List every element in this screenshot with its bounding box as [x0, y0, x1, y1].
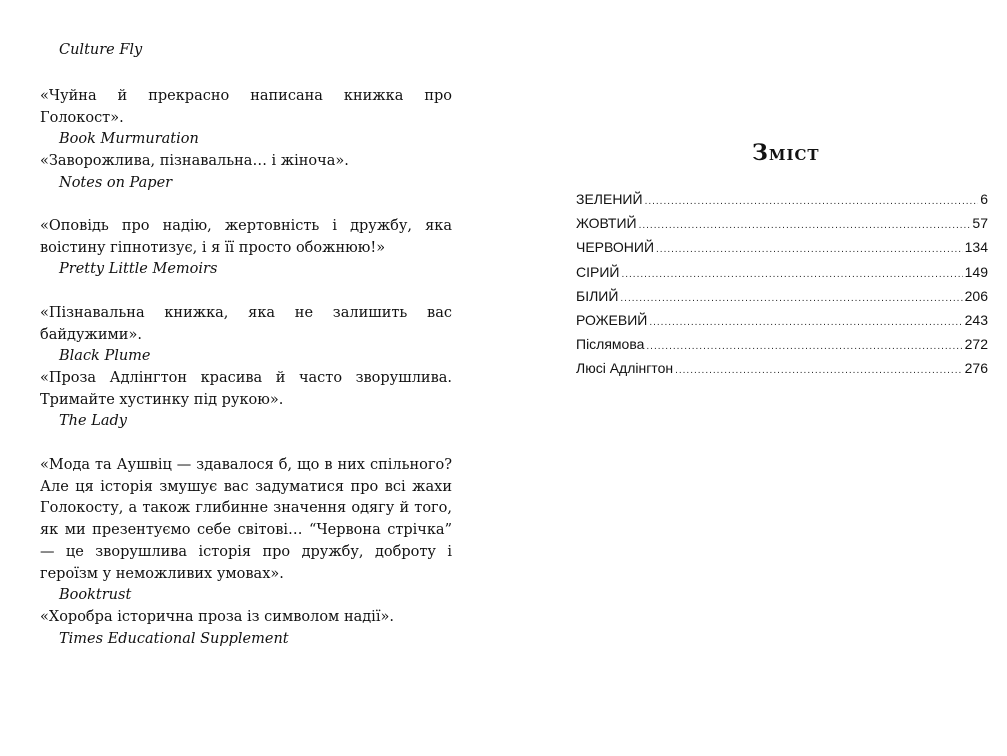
toc-leader-dots	[621, 263, 962, 287]
quote-block	[40, 607, 452, 650]
quote-block	[40, 368, 452, 433]
toc-entry-label: ЧЕРВОНИЙ	[576, 239, 655, 256]
toc-entry-label: Післямова	[576, 336, 645, 353]
toc-entry-label: БІЛИЙ	[576, 287, 619, 304]
toc-entry-page: 149	[964, 263, 988, 280]
toc-entry-label: РОЖЕВИЙ	[576, 311, 648, 328]
quote-source: Book Murmuration	[59, 131, 199, 148]
toc-entry-page: 206	[964, 287, 988, 304]
quote-block	[40, 455, 452, 607]
toc-entry[interactable]	[576, 235, 988, 259]
toc-entry-page: 6	[980, 191, 988, 207]
quote-text: «Оповідь про надію, жертовність і дружбу, яка воістину гіпнотизує, і я її просто обожнюю!»	[40, 218, 452, 256]
toc-leader-dots	[656, 238, 963, 262]
toc-entry[interactable]	[576, 260, 988, 284]
quote-source: Notes on Paper	[59, 174, 173, 191]
quote-block	[40, 151, 452, 194]
toc-leader-dots	[646, 335, 962, 359]
quote-block	[40, 86, 452, 151]
quote-source: Times Educational Supplement	[59, 630, 289, 647]
toc-entry-page: 134	[964, 239, 988, 256]
toc-entry-page: 272	[964, 336, 988, 353]
toc-leader-dots	[620, 287, 962, 311]
toc-leader-dots	[675, 359, 963, 383]
toc-leader-dots	[639, 214, 971, 238]
toc-entry-label: ЖОВТИЙ	[576, 215, 637, 232]
toc-entry-page: 276	[964, 360, 988, 377]
quote-text: «Чуйна й прекрасно написана книжка про Голокост».	[40, 88, 452, 126]
toc-entry-page: 243	[964, 311, 988, 328]
quote-source: Black Plume	[59, 348, 151, 365]
quote-source: Booktrust	[59, 587, 132, 604]
quote-block	[40, 40, 452, 62]
toc-leader-dots	[649, 311, 962, 335]
quote-text: «Хоробра історична проза із символом надії».	[40, 609, 394, 625]
toc-title: Зміст	[752, 140, 820, 166]
quote-source: The Lady	[59, 413, 127, 430]
quote-source: Culture Fly	[59, 42, 143, 58]
toc-entry[interactable]	[576, 284, 988, 308]
quote-block	[40, 216, 452, 281]
quote-source: Pretty Little Memoirs	[59, 261, 218, 278]
toc-entry[interactable]	[576, 187, 988, 211]
toc-entry-page: 57	[972, 215, 988, 232]
table-of-contents	[576, 187, 988, 381]
quote-block	[40, 303, 452, 368]
quote-text: «Проза Адлінгтон красива й часто зворушлива. Тримайте хустинку під рукою».	[40, 370, 452, 408]
toc-entry[interactable]	[576, 332, 988, 356]
toc-entry-label: СІРИЙ	[576, 263, 620, 280]
toc-entry-label: Люсі Адлінгтон	[576, 360, 674, 377]
toc-entry[interactable]	[576, 211, 988, 235]
toc-leader-dots	[645, 190, 979, 214]
left-page	[0, 0, 500, 756]
quote-text: «Пізнавальна книжка, яка не залишить вас байдужими».	[40, 305, 452, 343]
toc-entry[interactable]	[576, 356, 988, 380]
toc-entry-label: ЗЕЛЕНИЙ	[576, 191, 643, 207]
toc-entry[interactable]	[576, 308, 988, 332]
quote-text: «Мода та Аушвіц — здавалося б, що в них спільного? Але ця історія змушує вас задуматися про всі жахи Голокосту, а також глибинне значення одягу й того, як ми презентуємо себе світові… “Червона стрічка” — це зворушлива історія про дружбу, доброту і героїзм у неможливих умовах».	[40, 457, 452, 582]
right-page	[500, 0, 1007, 756]
quote-text: «Заворожлива, пізнавальна… і жіноча».	[40, 153, 349, 169]
